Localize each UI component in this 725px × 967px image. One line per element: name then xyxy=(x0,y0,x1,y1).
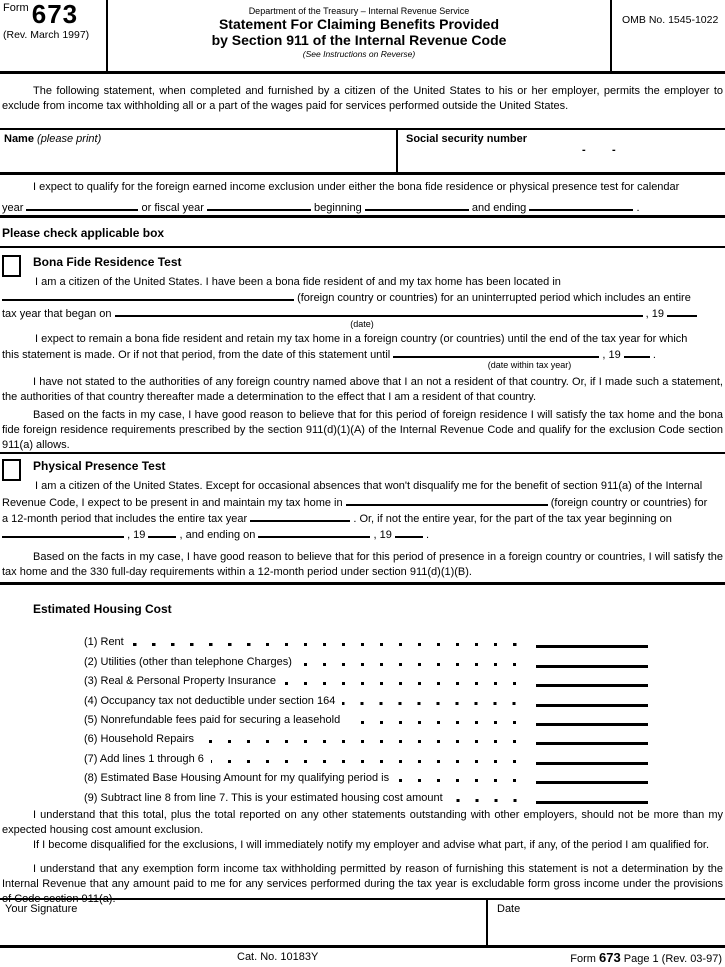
dotted-leader xyxy=(347,721,520,724)
housing-row-cost-amount xyxy=(84,785,648,804)
physical-p1-19b: , 19 xyxy=(373,529,392,541)
fiscal-year-blank[interactable] xyxy=(207,200,311,211)
housing-label-6: (6) Household Repairs xyxy=(84,733,195,746)
dotted-leader xyxy=(283,682,520,685)
name-label: Name xyxy=(4,133,34,145)
form-number-block xyxy=(0,0,108,71)
housing-label-8: (8) Estimated Base Housing Amount for my qualifying period is xyxy=(84,772,390,785)
housing-label-7: (7) Add lines 1 through 6 xyxy=(84,752,204,765)
dotted-leader xyxy=(211,760,520,763)
date-within-tax-year-caption: (date within tax year) xyxy=(487,360,572,370)
utilities-amount-line[interactable] xyxy=(536,665,648,668)
section-rule-3 xyxy=(0,452,725,454)
footer-form-info xyxy=(570,950,722,965)
bona-fide-p1-line3: tax year that began on xyxy=(2,308,112,320)
check-box-heading: Please check applicable box xyxy=(2,226,165,240)
form-number: 673 xyxy=(31,0,79,29)
housing-row-insurance xyxy=(84,669,648,688)
housing-row-leasehold-fees xyxy=(84,708,648,727)
form-title-block xyxy=(110,0,608,71)
housing-label-1: (1) Rent xyxy=(84,636,124,649)
statement-until-year-blank[interactable] xyxy=(624,347,650,358)
footer-page-info: Page 1 (Rev. 03-97) xyxy=(623,953,722,965)
housing-row-occupancy-tax xyxy=(84,688,648,707)
bona-fide-p2-period: . xyxy=(652,349,656,361)
form-revision: (Rev. March 1997) xyxy=(3,29,90,41)
dotted-leader xyxy=(131,643,520,646)
statement-until-blank[interactable] xyxy=(393,347,599,358)
physical-beginning-date-blank[interactable] xyxy=(2,527,124,538)
see-instructions-note: (See Instructions on Reverse) xyxy=(302,49,416,59)
section-rule-1 xyxy=(0,215,725,218)
bona-fide-p1-19: , 19 xyxy=(645,308,664,320)
footer-form-word: Form xyxy=(570,953,596,965)
ssn-separator-2: - xyxy=(612,144,616,156)
ssn-field[interactable] xyxy=(400,130,725,172)
identity-box xyxy=(0,128,725,175)
physical-beginning-year-blank[interactable] xyxy=(148,527,176,538)
physical-presence-heading: Physical Presence Test xyxy=(33,459,166,473)
beginning-date-blank[interactable] xyxy=(365,200,469,211)
physical-p1-mid: , and ending on xyxy=(179,529,256,541)
ssn-separator-1: - xyxy=(582,144,586,156)
housing-row-base-amount xyxy=(84,766,648,785)
bona-fide-p3: I have not stated to the authorities of any foreign country named above that I an not a resident of that country. Or, if I made such a statement, the authorities of that country thereafter made a determination to the effect that I am a resident of that country. xyxy=(2,376,723,403)
qualify-seg-year: year xyxy=(2,202,24,214)
bona-fide-p1-line1: I am a citizen of the United States. I have been a bona fide resident of and my tax home has been located in xyxy=(35,276,561,288)
physical-ending-year-blank[interactable] xyxy=(395,527,423,538)
housing-row-total xyxy=(84,746,648,765)
closing-p1: I understand that this total, plus the total reported on any other statements outstanding with other employers, should not be more than my expected housing cost amount exclusion. xyxy=(2,809,723,836)
physical-ending-date-blank[interactable] xyxy=(258,527,370,538)
qualify-seg-ending: and ending xyxy=(471,202,527,214)
bona-fide-p2-line2: this statement is made. Or if not that period, from the date of this statement until xyxy=(2,349,391,361)
total-amount-line[interactable] xyxy=(536,762,648,765)
physical-tax-year-blank[interactable] xyxy=(250,511,350,522)
rent-amount-line[interactable] xyxy=(536,645,648,648)
qualify-statement xyxy=(2,180,723,216)
housing-row-repairs xyxy=(84,727,648,746)
footer-form-number: 673 xyxy=(598,950,621,965)
housing-row-utilities xyxy=(84,649,648,668)
intro-paragraph: The following statement, when completed and furnished by a citizen of the United States to his or her employer, permits the employer to exclude from income tax withholding all or a part of the wages paid for services performed outside the United States. xyxy=(2,85,723,112)
physical-p2: Based on the facts in my case, I have good reason to believe that for this period of presence in a foreign country or countries, I will satisfy the tax home and the 330 full-day requirements within a 12-month period under section 911(d)(1)(B). xyxy=(2,551,723,578)
housing-label-3: (3) Real & Personal Property Insurance xyxy=(84,675,276,688)
housing-label-4: (4) Occupancy tax not deductible under section 164 xyxy=(84,694,336,707)
closing-p3: I understand that any exemption form income tax withholding permitted by reason of furnishing this statement is not a determination by the Internal Revenue that any amount paid to me for any services performed during the tax year is excludable form gross income under the provisions of Code section 911(a). xyxy=(2,863,723,905)
physical-p1-period: . xyxy=(426,529,430,541)
housing-cost-amount-line[interactable] xyxy=(536,801,648,804)
calendar-year-blank[interactable] xyxy=(26,200,138,211)
leasehold-fees-amount-line[interactable] xyxy=(536,723,648,726)
occupancy-tax-amount-line[interactable] xyxy=(536,704,648,707)
physical-p1-line2-after: (foreign country or countries) for xyxy=(550,497,708,509)
form-title-line1: Statement For Claiming Benefits Provided xyxy=(218,16,500,32)
physical-p1-line3-after: . Or, if not the entire year, for the part of the tax year beginning on xyxy=(353,513,672,525)
date-label: Date xyxy=(497,903,521,915)
form-title-line2: by Section 911 of the Internal Revenue Code xyxy=(211,32,507,48)
foreign-country-blank[interactable] xyxy=(2,290,294,301)
dotted-leader xyxy=(450,799,520,802)
physical-p1-line1: I am a citizen of the United States. Except for occasional absences that won't disqualify me for the benefit of section 911(a) of the Internal xyxy=(35,480,703,492)
signature-field[interactable] xyxy=(0,900,488,945)
bona-fide-heading: Bona Fide Residence Test xyxy=(33,255,182,269)
section-rule-4 xyxy=(0,582,725,585)
tax-year-began-year-blank[interactable] xyxy=(667,306,697,317)
dotted-leader xyxy=(342,702,520,705)
qualify-period: . xyxy=(636,202,640,214)
name-field[interactable] xyxy=(0,130,398,172)
housing-row-rent xyxy=(84,630,648,649)
date-caption: (date) xyxy=(350,319,374,329)
physical-p1-line3-before: a 12-month period that includes the entire tax year xyxy=(2,513,248,525)
qualify-seg-fiscal: or fiscal year xyxy=(141,202,204,214)
dotted-leader xyxy=(299,663,520,666)
tax-year-began-blank[interactable] xyxy=(115,306,643,317)
housing-label-2: (2) Utilities (other than telephone Charges) xyxy=(84,655,292,668)
physical-country-blank[interactable] xyxy=(346,495,548,506)
name-hint: (please print) xyxy=(37,133,102,145)
housing-cost-section xyxy=(0,602,725,805)
physical-p1-19a: , 19 xyxy=(127,529,146,541)
signature-box xyxy=(0,898,725,948)
insurance-amount-line[interactable] xyxy=(536,684,648,687)
bona-fide-p4: Based on the facts in my case, I have good reason to believe that for this period of foreign residence I will satisfy the tax home and the bona fide foreign residence requirements prescribed by the section 911(d)(1)(A) of the Internal Revenue Code and qualify for the exclusion Code section 911(a) allows. xyxy=(2,409,723,451)
agency-line: Department of the Treasury – Internal Revenue Service xyxy=(248,6,470,16)
housing-label-9: (9) Subtract line 8 from line 7. This is your estimated housing cost amount xyxy=(84,791,443,804)
bona-fide-p1-line2: (foreign country or countries) for an uninterrupted period which includes an entire xyxy=(297,292,691,304)
bona-fide-checkbox[interactable] xyxy=(2,255,21,277)
date-field[interactable] xyxy=(490,900,725,945)
housing-heading: Estimated Housing Cost xyxy=(33,602,172,616)
base-housing-amount-line[interactable] xyxy=(536,781,648,784)
dotted-leader xyxy=(201,740,520,743)
bona-fide-p2-19: , 19 xyxy=(602,349,621,361)
qualify-line1: I expect to qualify for the foreign earned income exclusion under either the bona fide residence or physical presence test for calendar xyxy=(33,181,680,193)
ssn-label: Social security number xyxy=(406,133,528,145)
form-word-label: Form xyxy=(3,2,29,14)
signature-label: Your Signature xyxy=(5,903,78,915)
housing-label-5: (5) Nonrefundable fees paid for securing a leasehold xyxy=(84,713,341,726)
ending-date-blank[interactable] xyxy=(529,200,633,211)
omb-number: OMB No. 1545-1022 xyxy=(610,0,725,71)
physical-p1-line2-before: Revenue Code, I expect to be present in and maintain my tax home in xyxy=(2,497,343,509)
housing-rows xyxy=(84,630,648,805)
dotted-leader xyxy=(396,779,520,782)
bona-fide-p2-line1: I expect to remain a bona fide resident and retain my tax home in a foreign country (or countries) until the end of the tax year for which xyxy=(35,333,688,345)
catalog-number: Cat. No. 10183Y xyxy=(237,951,319,963)
repairs-amount-line[interactable] xyxy=(536,742,648,745)
form-header xyxy=(0,0,725,74)
closing-p2: If I become disqualified for the exclusions, I will immediately notify my employer and advise what part, if any, of the period I am qualified for. xyxy=(33,839,710,851)
qualify-seg-beginning: beginning xyxy=(314,202,362,214)
section-rule-2 xyxy=(0,246,725,248)
physical-presence-checkbox[interactable] xyxy=(2,459,21,481)
